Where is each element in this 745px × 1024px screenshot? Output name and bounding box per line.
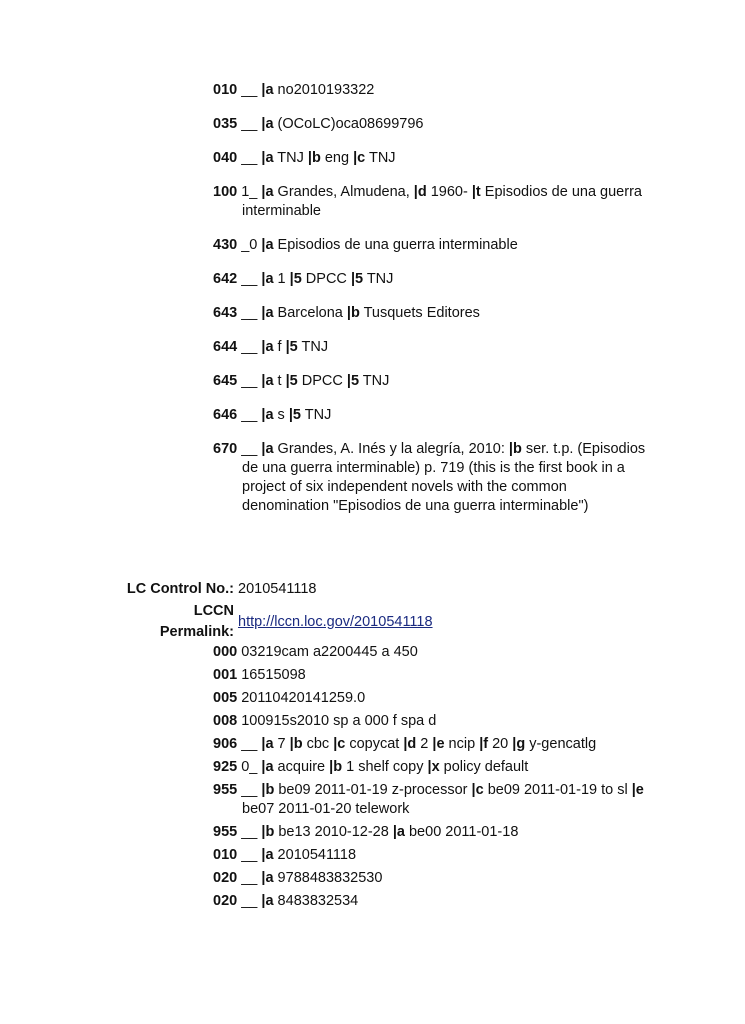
- subfield-text: Tusquets Editores: [359, 305, 480, 321]
- subfield-code: |e: [631, 782, 644, 798]
- subfield-code: |b: [508, 441, 522, 457]
- subfield-code: |b: [261, 823, 275, 840]
- subfield-code: |a: [261, 271, 274, 287]
- lccn-permalink-link[interactable]: http://lccn.loc.gov/2010541118: [238, 614, 433, 630]
- marc-field-100: [213, 183, 653, 221]
- marc-field-670: [213, 440, 653, 516]
- subfield-text: t: [273, 373, 286, 389]
- subfield-text: Episodios de una guerra interminable: [273, 237, 518, 253]
- marc-field-010: [213, 846, 653, 865]
- marc-tag: 925: [213, 759, 238, 775]
- subfield-code: |c: [333, 736, 346, 752]
- subfield-text: s: [273, 407, 289, 423]
- marc-field-644: [213, 338, 653, 357]
- marc-indicators: __: [241, 373, 258, 389]
- subfield-text: 9788483832530: [273, 869, 383, 886]
- subfield-code: |b: [307, 150, 321, 166]
- subfield-text: acquire: [273, 759, 330, 775]
- lc-record-header: [0, 579, 745, 643]
- subfield-text: DPCC: [297, 373, 347, 389]
- subfield-code: |x: [427, 759, 440, 775]
- subfield-code: |b: [329, 759, 343, 775]
- subfield-text: TNJ: [363, 271, 394, 287]
- subfield-code: |b: [289, 736, 303, 752]
- lccn-permalink-row: [0, 601, 745, 643]
- subfield-code: |5: [288, 407, 301, 423]
- marc-tag: 010: [213, 82, 238, 98]
- subfield-text: 100915s2010 sp a 000 f spa d: [241, 713, 437, 729]
- subfield-code: |a: [261, 116, 274, 132]
- marc-field-642: [213, 270, 653, 289]
- marc-indicators: __: [241, 823, 258, 840]
- marc-indicators: 0_: [241, 759, 258, 775]
- subfield-text: 20: [488, 736, 513, 752]
- lccn-permalink-label: [0, 601, 238, 643]
- marc-indicators: __: [241, 782, 258, 798]
- subfield-text: 1: [273, 271, 290, 287]
- marc-field-010: [213, 81, 653, 100]
- subfield-code: |5: [289, 271, 302, 287]
- marc-field-005: [213, 689, 653, 708]
- marc-field-430: [213, 236, 653, 255]
- marc-indicators: __: [241, 305, 258, 321]
- subfield-text: f: [273, 339, 286, 355]
- subfield-text: 2010541118: [273, 846, 357, 863]
- marc-field-645: [213, 372, 653, 391]
- subfield-code: |a: [261, 759, 274, 775]
- subfield-text: eng: [320, 150, 354, 166]
- subfield-text: TNJ: [273, 150, 308, 166]
- marc-field-040: [213, 149, 653, 168]
- lc-marc-record: [213, 643, 653, 915]
- marc-indicators: __: [241, 150, 258, 166]
- subfield-text: DPCC: [301, 271, 351, 287]
- subfield-text: 16515098: [241, 667, 306, 683]
- marc-tag: 670: [213, 441, 238, 457]
- marc-tag: 100: [213, 184, 238, 200]
- subfield-code: |5: [285, 373, 298, 389]
- subfield-text: (OCoLC)oca08699796: [273, 116, 424, 132]
- subfield-text: Barcelona: [273, 305, 347, 321]
- subfield-code: |a: [261, 184, 274, 200]
- subfield-code: |c: [471, 782, 484, 798]
- marc-indicators: __: [241, 869, 258, 886]
- lc-control-number-value: 2010541118: [238, 581, 317, 597]
- subfield-text: policy default: [439, 759, 529, 775]
- subfield-code: |a: [261, 869, 274, 886]
- subfield-text: 20110420141259.0: [241, 690, 366, 706]
- subfield-text: 1 shelf copy: [342, 759, 428, 775]
- marc-field-008: [213, 712, 653, 731]
- marc-indicators: _0: [241, 237, 258, 253]
- marc-field-925: [213, 758, 653, 777]
- marc-tag: 000: [213, 644, 238, 660]
- subfield-text: be00 2011-01-18: [404, 823, 519, 840]
- lc-control-number-label: LC Control No.:: [126, 581, 234, 597]
- marc-indicators: __: [241, 407, 258, 423]
- subfield-text: 1960-: [426, 184, 472, 200]
- marc-indicators: __: [241, 846, 258, 863]
- subfield-code: |a: [261, 237, 274, 253]
- marc-tag: 645: [213, 373, 238, 389]
- subfield-text: 03219cam a2200445 a 450: [241, 644, 418, 660]
- marc-tag: 035: [213, 116, 238, 132]
- subfield-text: cbc: [302, 736, 334, 752]
- subfield-text: no2010193322: [273, 82, 375, 98]
- subfield-code: |a: [261, 82, 274, 98]
- subfield-text: Grandes, A. Inés y la alegría, 2010:: [273, 441, 509, 457]
- marc-tag: 010: [213, 846, 238, 863]
- marc-tag: 008: [213, 713, 238, 729]
- subfield-code: |t: [471, 184, 481, 200]
- marc-tag: 001: [213, 667, 238, 683]
- subfield-text: TNJ: [300, 407, 332, 423]
- marc-field-646: [213, 406, 653, 425]
- subfield-code: |a: [261, 339, 274, 355]
- marc-field-955: [213, 781, 653, 818]
- subfield-code: |a: [261, 736, 274, 752]
- subfield-code: |g: [512, 736, 526, 752]
- subfield-text: y-gencatlg: [525, 736, 597, 752]
- marc-tag: 955: [213, 782, 238, 798]
- marc-indicators: __: [241, 116, 258, 132]
- marc-tag: 430: [213, 237, 238, 253]
- subfield-text: copycat: [345, 736, 404, 752]
- marc-indicators: __: [241, 441, 258, 457]
- marc-indicators: __: [241, 82, 258, 98]
- subfield-text: Episodios de una guerra interminable: [242, 184, 642, 219]
- marc-tag: 642: [213, 271, 238, 287]
- subfield-code: |a: [261, 441, 274, 457]
- marc-indicators: __: [241, 339, 258, 355]
- authority-record: [213, 81, 653, 531]
- subfield-text: ncip: [444, 736, 480, 752]
- subfield-code: |a: [261, 892, 274, 909]
- subfield-text: be09 2011-01-19 to sl: [483, 782, 632, 798]
- subfield-code: |a: [261, 407, 274, 423]
- subfield-code: |b: [346, 305, 360, 321]
- subfield-code: |d: [403, 736, 417, 752]
- subfield-code: |5: [285, 339, 298, 355]
- marc-indicators: __: [241, 271, 258, 287]
- marc-field-020: [213, 869, 653, 888]
- marc-field-020: [213, 892, 653, 911]
- marc-tag: 643: [213, 305, 238, 321]
- marc-tag: 906: [213, 736, 238, 752]
- subfield-code: |b: [261, 782, 275, 798]
- subfield-code: |5: [346, 373, 360, 389]
- subfield-code: |a: [261, 150, 274, 166]
- marc-tag: 020: [213, 869, 238, 886]
- subfield-code: |a: [392, 823, 405, 840]
- marc-field-643: [213, 304, 653, 323]
- subfield-code: |c: [353, 150, 366, 166]
- subfield-code: |e: [432, 736, 445, 752]
- subfield-code: |a: [261, 846, 274, 863]
- subfield-code: |f: [479, 736, 489, 752]
- marc-field-001: [213, 666, 653, 685]
- subfield-text: TNJ: [297, 339, 329, 355]
- subfield-text: 7: [273, 736, 290, 752]
- marc-field-955: [213, 823, 653, 842]
- subfield-text: be13 2010-12-28: [274, 823, 393, 840]
- marc-field-000: [213, 643, 653, 662]
- subfield-text: 2: [416, 736, 433, 752]
- marc-tag: 005: [213, 690, 238, 706]
- subfield-text: be07 2011-01-20 telework: [242, 800, 410, 817]
- marc-tag: 646: [213, 407, 238, 423]
- lccn-permalink-label-line1: LCCN: [193, 603, 234, 619]
- subfield-text: TNJ: [365, 150, 396, 166]
- subfield-text: be09 2011-01-19 z-processor: [274, 782, 472, 798]
- subfield-text: TNJ: [359, 373, 390, 389]
- marc-tag: 020: [213, 892, 238, 909]
- subfield-code: |d: [413, 184, 427, 200]
- marc-field-035: [213, 115, 653, 134]
- marc-tag: 040: [213, 150, 238, 166]
- marc-tag: 955: [213, 823, 238, 840]
- subfield-code: |a: [261, 373, 274, 389]
- marc-indicators: 1_: [241, 184, 258, 200]
- marc-field-906: [213, 735, 653, 754]
- lccn-permalink-label-line2: Permalink:: [159, 624, 234, 640]
- marc-indicators: __: [241, 736, 258, 752]
- subfield-text: ser. t.p. (Episodios de una guerra interminable) p. 719 (this is the first book in a project of six independent novels with the common denomination "Episodios de una guerra interminable"): [242, 441, 646, 514]
- lc-control-number-row: [0, 579, 745, 600]
- marc-tag: 644: [213, 339, 238, 355]
- subfield-text: Grandes, Almudena,: [273, 184, 414, 200]
- subfield-code: |a: [261, 305, 274, 321]
- subfield-text: 8483832534: [273, 892, 359, 909]
- marc-indicators: __: [241, 892, 258, 909]
- subfield-code: |5: [350, 271, 364, 287]
